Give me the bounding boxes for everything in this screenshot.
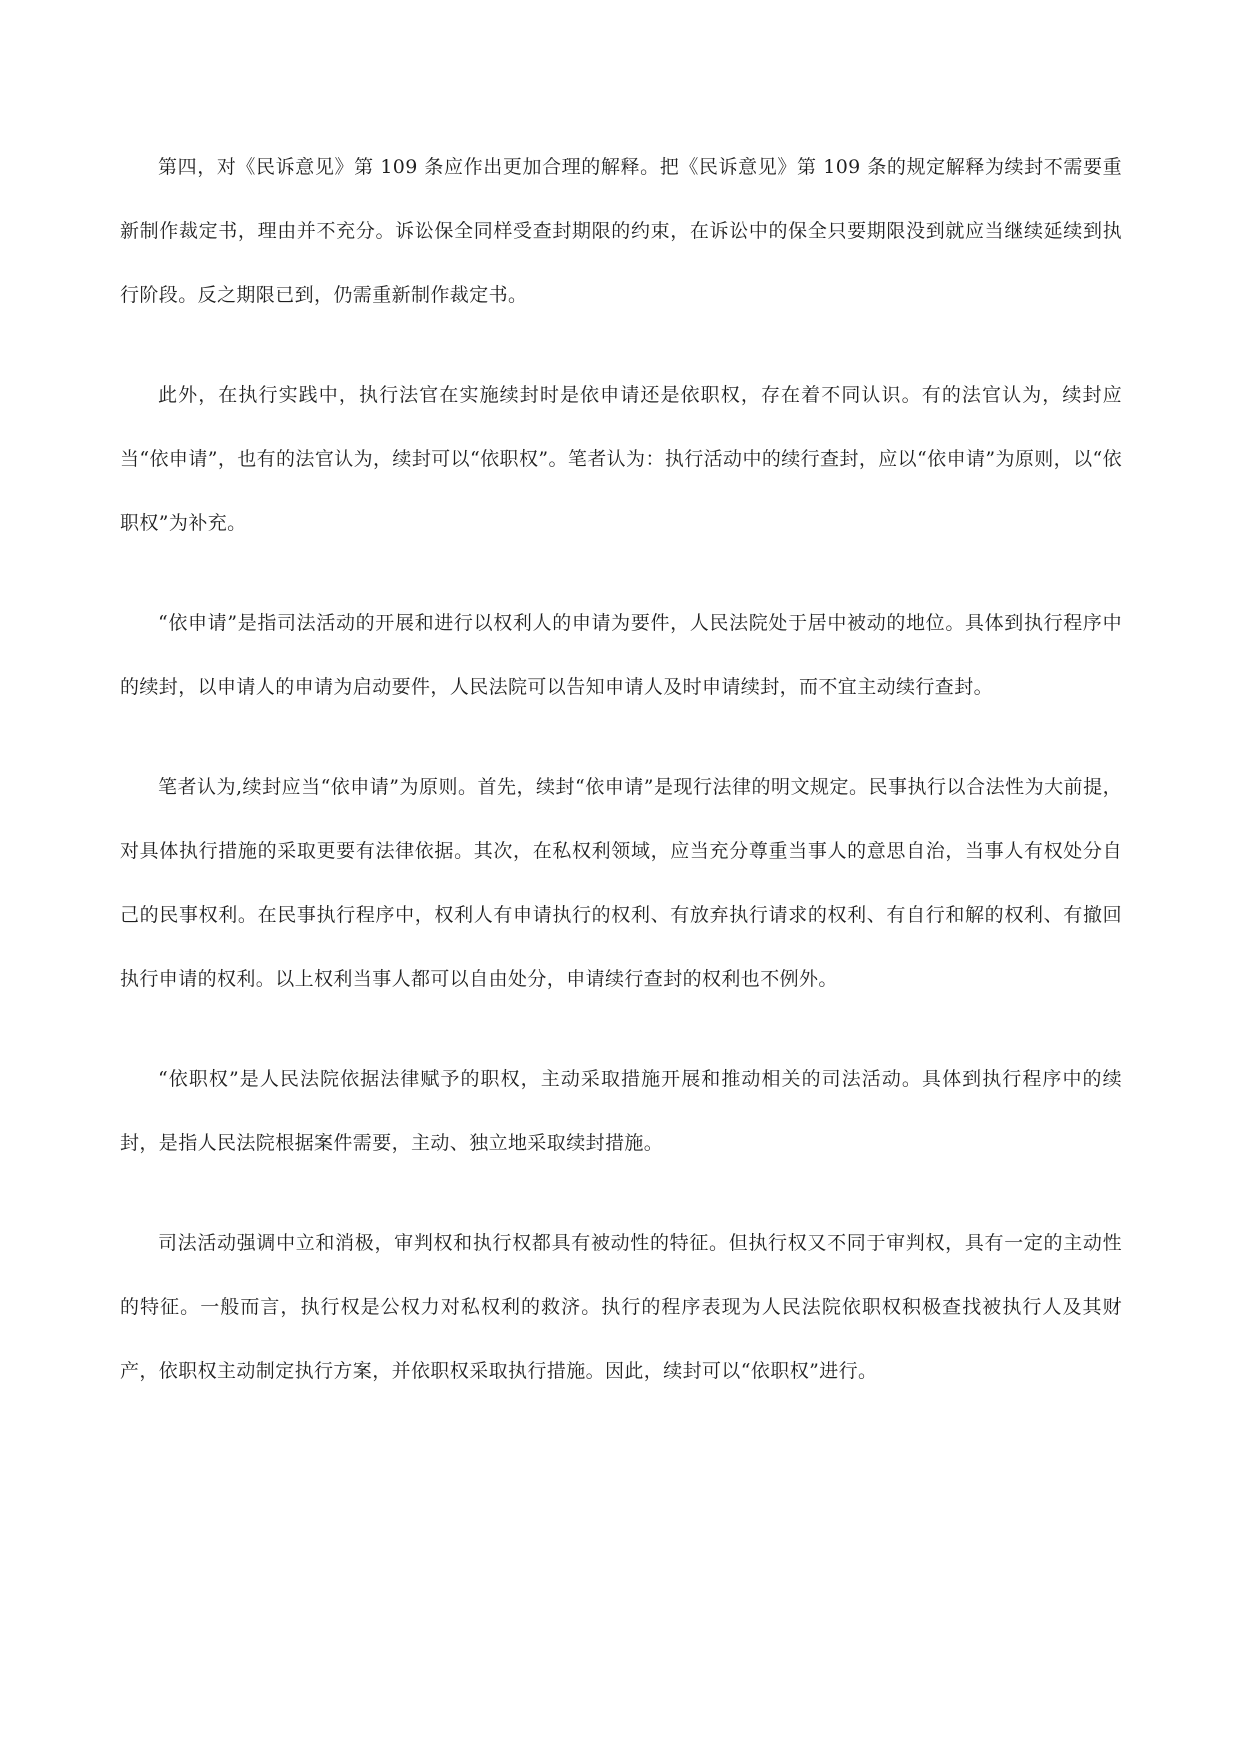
paragraph-2: 此外，在执行实践中，执行法官在实施续封时是依申请还是依职权，存在着不同认识。有的法官认为，续封应当“依申请”，也有的法官认为，续封可以“依职权”。笔者认为：执行活动中的续行查封，应以“依申请”为原则，以“依职权”为补充。 bbox=[120, 384, 1122, 534]
paragraph-1: 第四，对《民诉意见》第 109 条应作出更加合理的解释。把《民诉意见》第 109 条的规定解释为续封不需要重新制作裁定书，理由并不充分。诉讼保全同样受查封期限的约束，在诉讼中的保全只要期限没到就应当继续延续到执行阶段。反之期限已到，仍需重新制作裁定书。 bbox=[120, 156, 1122, 306]
paragraph-4: 笔者认为,续封应当“依申请”为原则。首先，续封“依申请”是现行法律的明文规定。民事执行以合法性为大前提，对具体执行措施的采取更要有法律依据。其次，在私权利领域，应当充分尊重当事人的意思自治，当事人有权处分自己的民事权利。在民事执行程序中，权利人有申请执行的权利、有放弃执行请求的权利、有自行和解的权利、有撤回执行申请的权利。以上权利当事人都可以自由处分，申请续行查封的权利也不例外。 bbox=[120, 776, 1122, 990]
paragraph-5: “依职权”是人民法院依据法律赋予的职权，主动采取措施开展和推动相关的司法活动。具体到执行程序中的续封，是指人民法院根据案件需要，主动、独立地采取续封措施。 bbox=[120, 1068, 1122, 1154]
paragraph-3: “依申请”是指司法活动的开展和进行以权利人的申请为要件，人民法院处于居中被动的地位。具体到执行程序中的续封，以申请人的申请为启动要件，人民法院可以告知申请人及时申请续封，而不宜主动续行查封。 bbox=[120, 612, 1122, 698]
paragraph-6: 司法活动强调中立和消极，审判权和执行权都具有被动性的特征。但执行权又不同于审判权，具有一定的主动性的特征。一般而言，执行权是公权力对私权利的救济。执行的程序表现为人民法院依职权积极查找被执行人及其财产，依职权主动制定执行方案，并依职权采取执行措施。因此，续封可以“依职权”进行。 bbox=[120, 1232, 1122, 1382]
document-body bbox=[120, 135, 1122, 1403]
